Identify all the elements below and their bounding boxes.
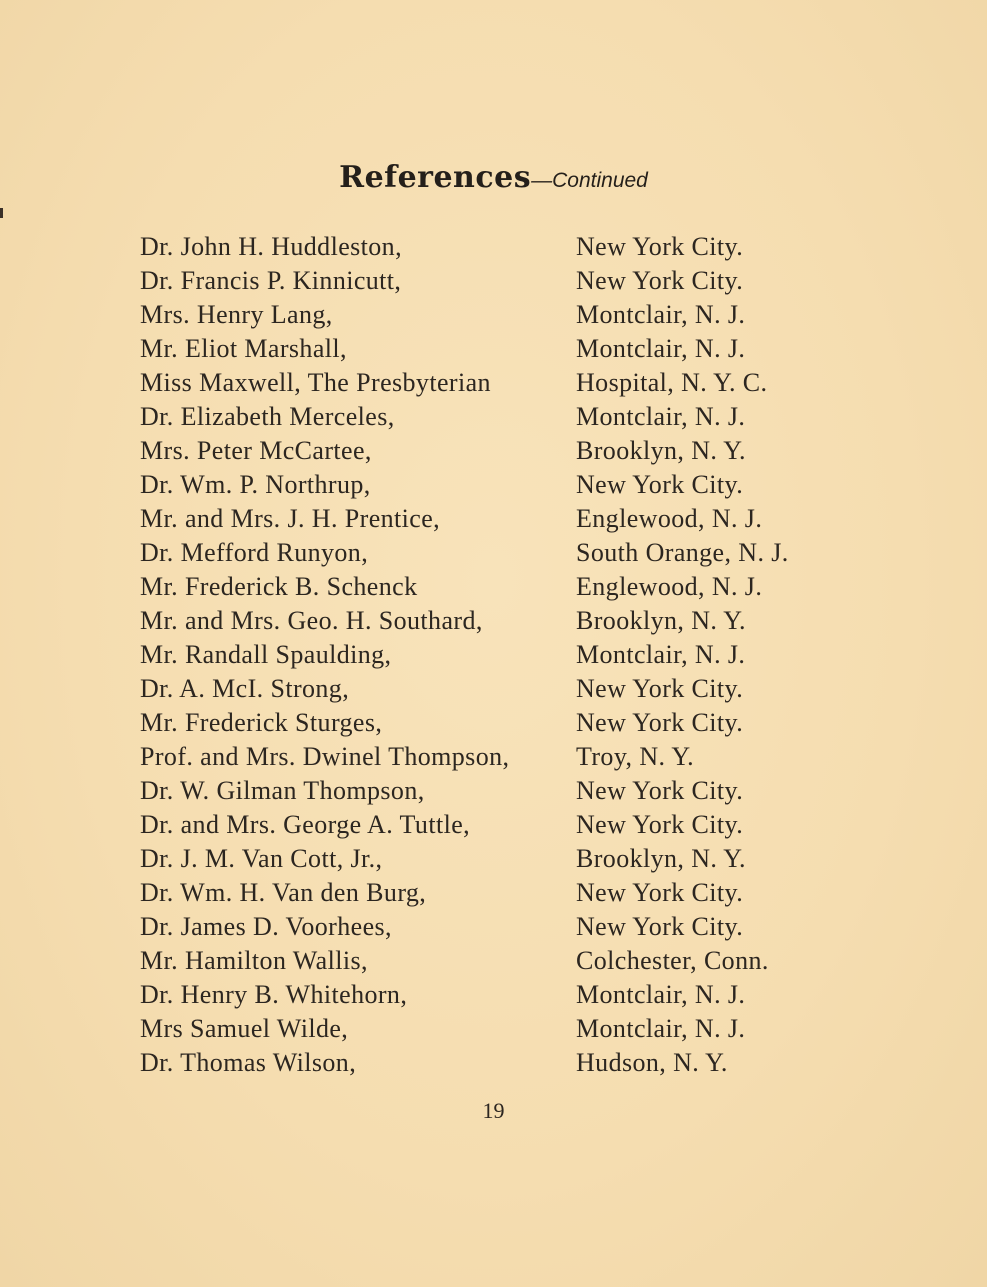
reference-row <box>140 1046 860 1080</box>
reference-row <box>140 638 860 672</box>
reference-list <box>140 230 860 1080</box>
reference-name: Prof. and Mrs. Dwinel Thompson, <box>140 742 510 771</box>
reference-row <box>140 604 860 638</box>
reference-place: New York City. <box>576 708 744 737</box>
reference-name: Mr. and Mrs. Geo. H. Southard, <box>140 606 483 635</box>
reference-row <box>140 910 860 944</box>
reference-row <box>140 332 860 366</box>
reference-name: Mr. and Mrs. J. H. Prentice, <box>140 504 441 533</box>
reference-place: Montclair, N. J. <box>576 980 746 1009</box>
reference-place: Montclair, N. J. <box>576 1014 746 1043</box>
reference-row <box>140 230 860 264</box>
reference-row <box>140 502 860 536</box>
reference-place: New York City. <box>576 674 744 703</box>
reference-place: New York City. <box>576 912 744 941</box>
reference-name: Dr. Thomas Wilson, <box>140 1048 357 1077</box>
reference-name: Dr. A. McI. Strong, <box>140 674 350 703</box>
reference-row <box>140 366 860 400</box>
reference-row <box>140 876 860 910</box>
reference-name: Mrs. Henry Lang, <box>140 300 333 329</box>
reference-place: Brooklyn, N. Y. <box>576 844 746 873</box>
reference-name: Mr. Hamilton Wallis, <box>140 946 368 975</box>
reference-name: Dr. Francis P. Kinnicutt, <box>140 266 402 295</box>
reference-row <box>140 264 860 298</box>
reference-name: Dr. Henry B. Whitehorn, <box>140 980 408 1009</box>
reference-name: Mr. Frederick Sturges, <box>140 708 383 737</box>
reference-place: Troy, N. Y. <box>576 742 695 771</box>
reference-place: Montclair, N. J. <box>576 640 746 669</box>
reference-name: Dr. Mefford Runyon, <box>140 538 369 567</box>
reference-row <box>140 842 860 876</box>
reference-place: Hudson, N. Y. <box>576 1048 728 1077</box>
reference-place: Brooklyn, N. Y. <box>576 436 746 465</box>
reference-row <box>140 944 860 978</box>
reference-place: New York City. <box>576 810 744 839</box>
reference-place: New York City. <box>576 878 744 907</box>
reference-place: Englewood, N. J. <box>576 572 763 601</box>
reference-name: Mr. Randall Spaulding, <box>140 640 392 669</box>
reference-place: Hospital, N. Y. C. <box>576 368 768 397</box>
reference-place: New York City. <box>576 776 744 805</box>
reference-name: Mr. Frederick B. Schenck <box>140 572 418 601</box>
reference-place: New York City. <box>576 266 744 295</box>
reference-row <box>140 434 860 468</box>
reference-name: Dr. and Mrs. George A. Tuttle, <box>140 810 471 839</box>
reference-name: Dr. J. M. Van Cott, Jr., <box>140 844 383 873</box>
reference-row <box>140 468 860 502</box>
reference-name: Dr. Wm. P. Northrup, <box>140 470 371 499</box>
reference-row <box>140 672 860 706</box>
reference-place: South Orange, N. J. <box>576 538 789 567</box>
reference-row <box>140 808 860 842</box>
reference-place: New York City. <box>576 232 744 261</box>
reference-row <box>140 298 860 332</box>
binding-mark <box>0 208 3 218</box>
reference-row <box>140 1012 860 1046</box>
reference-row <box>140 536 860 570</box>
reference-name: Mr. Eliot Marshall, <box>140 334 347 363</box>
reference-row <box>140 774 860 808</box>
reference-row <box>140 570 860 604</box>
reference-place: Brooklyn, N. Y. <box>576 606 746 635</box>
heading-subtitle: —Continued <box>531 169 648 192</box>
reference-name: Dr. John H. Huddleston, <box>140 232 402 261</box>
reference-place: Montclair, N. J. <box>576 402 746 431</box>
reference-place: Montclair, N. J. <box>576 300 746 329</box>
reference-name: Mrs. Peter McCartee, <box>140 436 372 465</box>
reference-place: Colchester, Conn. <box>576 946 769 975</box>
reference-row <box>140 978 860 1012</box>
reference-name: Dr. Elizabeth Merceles, <box>140 402 395 431</box>
reference-name: Miss Maxwell, The Presbyterian <box>140 368 491 397</box>
reference-row <box>140 400 860 434</box>
page-heading <box>0 160 987 195</box>
reference-name: Dr. W. Gilman Thompson, <box>140 776 425 805</box>
reference-place: Englewood, N. J. <box>576 504 763 533</box>
reference-name: Dr. Wm. H. Van den Burg, <box>140 878 427 907</box>
reference-place: Montclair, N. J. <box>576 334 746 363</box>
reference-name: Dr. James D. Voorhees, <box>140 912 392 941</box>
page-number: 19 <box>482 1098 505 1123</box>
reference-place: New York City. <box>576 470 744 499</box>
reference-row <box>140 706 860 740</box>
heading-title: References <box>339 160 532 195</box>
reference-name: Mrs Samuel Wilde, <box>140 1014 349 1043</box>
reference-row <box>140 740 860 774</box>
